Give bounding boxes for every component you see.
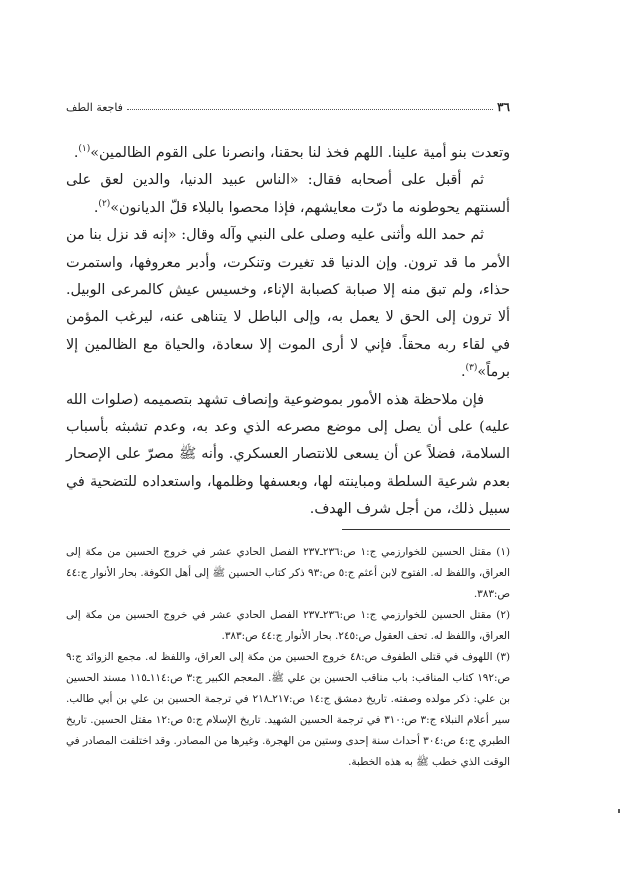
paragraph-1-text: وتعدت بنو أمية علينا. اللهم فخذ لنا بحقنا، وانصرنا على القوم الظالمين» (90, 145, 510, 161)
paragraph-1 (66, 140, 510, 167)
header-dotted-leader (127, 108, 493, 110)
paragraph-3-text: ثم حمد الله وأثنى عليه وصلى على النبي وآله وقال: «إنه قد نزل بنا من الأمر ما قد ترون. وإن الدنيا قد تغيرت وتنكرت، وأدبر معروفها، واستمرت حذاء، ولم تبق منه إلا صبابة كصبابة الإناء، وخسيس عيش كالمرعى الوبيل. ألا ترون إلى الحق لا يعمل به، وإلى الباطل لا يتناهى عنه، ليرغب المؤمن في لقاء ربه محقاً. فإني لا أرى الموت إلا سعادة، والحياة مع الظالمين إلا برماً» (66, 227, 510, 381)
footnote-3: (٣) اللهوف في قتلى الطفوف ص:٤٨ خروج الحسين من مكة إلى العراق، واللفظ له. مجمع الزوائد ج:٩ ص:١٩٢ كتاب المناقب: باب مناقب الحسين بن علي ﷺ. المعجم الكبير ج:٣ ص:١١٤ـ١١٥ مسند الحسين بن علي: ذكر مولده وصفته. تاريخ دمشق ج:١٤ ص:٢١٧ـ٢١٨ في ترجمة الحسين بن علي بن أبي طالب. سير أعلام النبلاء ج:٣ ص:٣١٠ في ترجمة الحسين الشهيد. تاريخ الإسلام ج:٥ ص:١٢ مقتل الحسين. تاريخ الطبري ج:٤ ص:٣٠٤ أحداث سنة إحدى وستين من الهجرة. وغيرها من المصادر. وقد اختلفت المصادر في الوقت الذي خطب ﷺ به هذه الخطبة. (66, 651, 511, 768)
footnote-ref-3: (٣) (465, 363, 478, 374)
footnote-separator (342, 529, 510, 530)
paragraph-3 (66, 222, 510, 386)
footnote-ref-1: (١) (78, 144, 91, 155)
running-header (66, 96, 510, 114)
footnote-2: (٢) مقتل الحسين للخوارزمي ج:١ ص:٢٣٦ـ٢٣٧ الفصل الحادي عشر في خروج الحسين من مكة إلى العراق، واللفظ له. تحف العقول ص:٢٤٥. بحار الأنوار ج:٤٤ ص:٣٨٣. (66, 609, 510, 642)
book-title: فاجعة الطف (66, 101, 123, 114)
main-text (66, 140, 510, 524)
footnotes (66, 542, 510, 773)
paragraph-3-end: . (460, 364, 466, 381)
paragraph-2 (66, 167, 510, 222)
paragraph-1-end: . (73, 145, 79, 161)
footnote-1: (١) مقتل الحسين للخوارزمي ج:١ ص:٢٣٦ـ٢٣٧ الفصل الحادي عشر في خروج الحسين من مكة إلى العراق، واللفظ له. الفتوح لابن أعثم ج:٥ ص:٩٣ ذكر كتاب الحسين ﷺ إلى أهل الكوفة. بحار الأنوار ج:٤٤ ص:٣٨٣. (66, 546, 510, 600)
paragraph-2-text: ثم أقبل على أصحابه فقال: «الناس عبيد الدنيا، والدين لعق على ألسنتهم يحوطونه ما درّت معايشهم، فإذا محصوا بالبلاء قلّ الديانون» (66, 172, 510, 216)
paragraph-4: فإن ملاحظة هذه الأمور بموضوعية وإنصاف تشهد بتصميمه (صلوات الله عليه) على أن يصل إلى موضع مصرعه الذي وعد به، وعدم تشبثه بأسباب السلامة، فضلاً عن أن يسعى للانتصار العسكري. وأنه ﷺ مصرّ على الإصحار بعدم شرعية السلطة ومباينته لها، وبعسفها وظلمها، واستعداده للتضحية في سبيل ذلك، من أجل شرف الهدف. (66, 391, 510, 518)
paragraph-2-end: . (93, 199, 99, 216)
page-number: ٣٦ (497, 100, 510, 114)
footnote-ref-2: (٢) (98, 199, 111, 210)
